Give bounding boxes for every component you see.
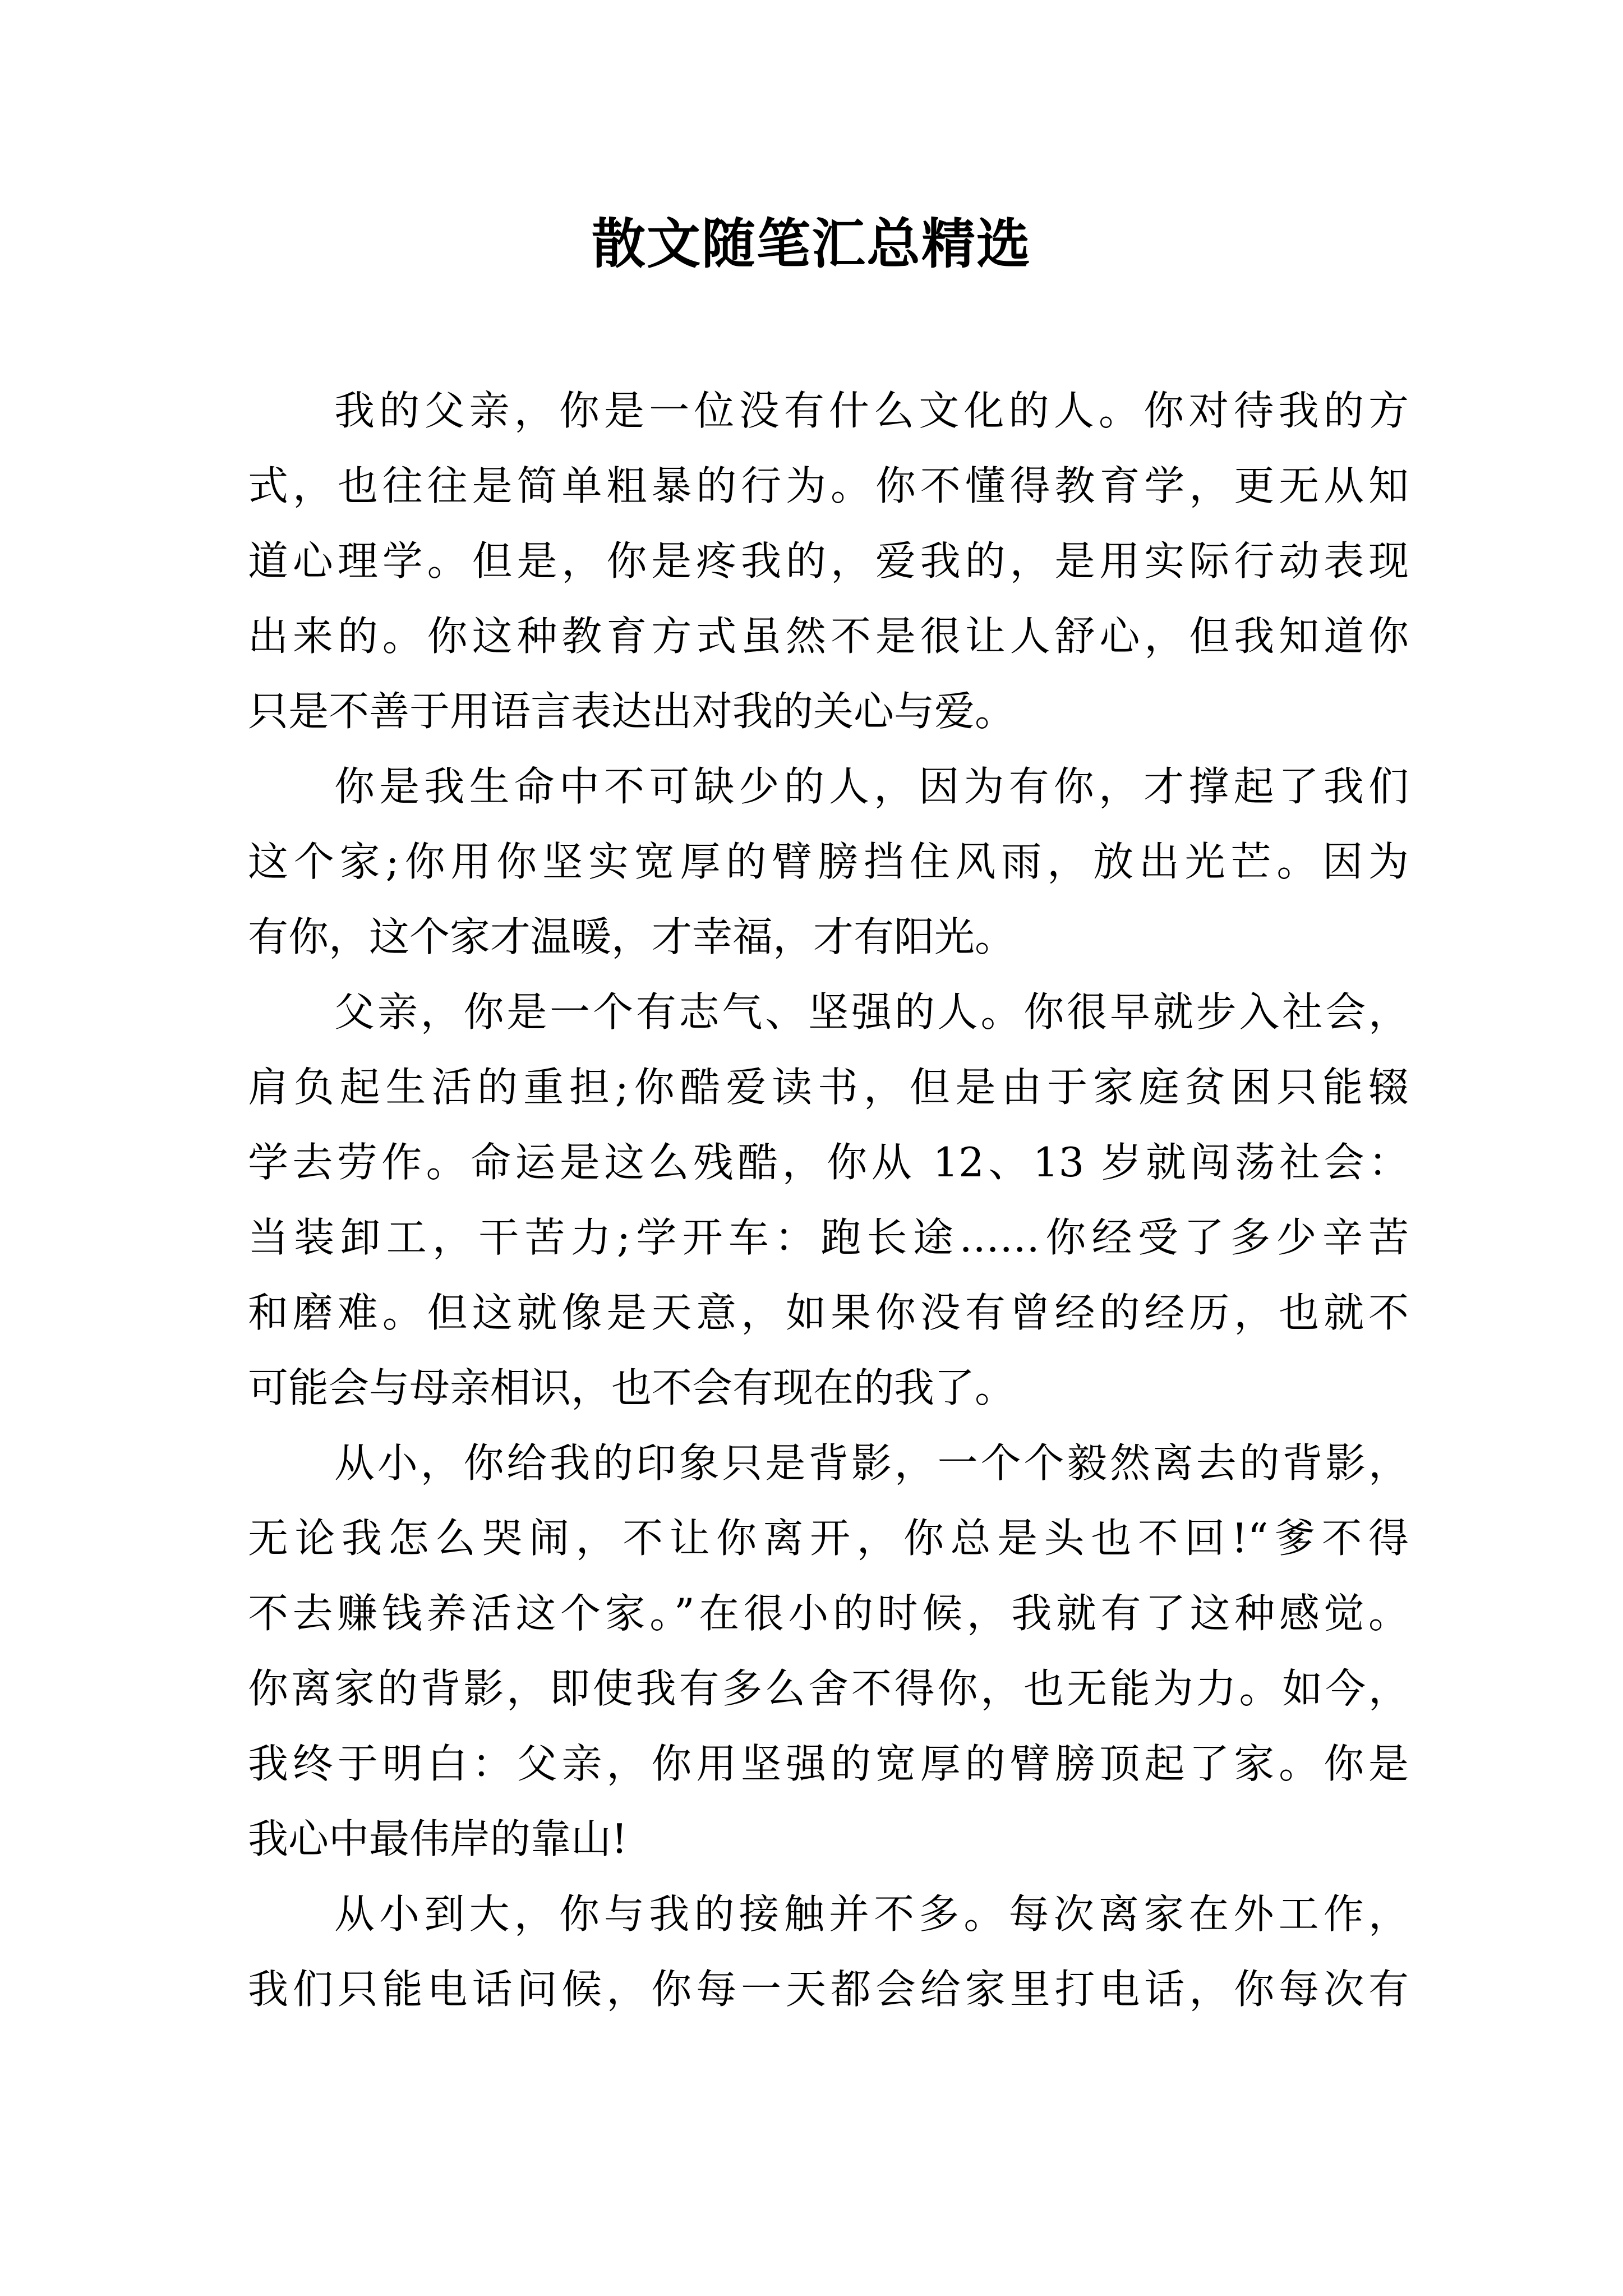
text-line: 我们只能电话问候，你每一天都会给家里打电话，你每次有 [248, 1966, 1409, 2013]
text-line: 和磨难。但这就像是天意，如果你没有曾经的经历，也就不 [248, 1289, 1409, 1336]
text-line: 学去劳作。命运是这么残酷，你从 12、13 岁就闯荡社会： [248, 1139, 1409, 1186]
text-line: 父亲，你是一个有志气、坚强的人。你很早就步入社会， [334, 988, 1409, 1036]
text-line: 你离家的背影，即使我有多么舍不得你，也无能为力。如今， [248, 1665, 1409, 1712]
document-title: 散文随笔汇总精选 [592, 212, 1031, 275]
text-line: 出来的。你这种教育方式虽然不是很让人舒心，但我知道你 [248, 613, 1409, 660]
text-line: 从小，你给我的印象只是背影，一个个毅然离去的背影， [334, 1439, 1409, 1487]
text-line: 从小到大，你与我的接触并不多。每次离家在外工作， [334, 1890, 1409, 1938]
text-line: 道心理学。但是，你是疼我的，爱我的，是用实际行动表现 [248, 537, 1409, 585]
text-line: 可能会与母亲相识，也不会有现在的我了。 [248, 1364, 1016, 1411]
text-line: 只是不善于用语言表达出对我的关心与爱。 [248, 688, 1016, 735]
text-line: 有你，这个家才温暖，才幸福，才有阳光。 [248, 913, 1016, 960]
text-line: 肩负起生活的重担;你酷爱读书，但是由于家庭贫困只能辍 [248, 1064, 1409, 1111]
text-line: 当装卸工，干苦力;学开车：跑长途……你经受了多少辛苦 [248, 1214, 1409, 1261]
text-line: 式，也往往是简单粗暴的行为。你不懂得教育学，更无从知 [248, 462, 1409, 509]
document-body [248, 373, 1409, 2027]
text-line: 你是我生命中不可缺少的人，因为有你，才撑起了我们 [334, 763, 1409, 810]
text-line: 不去赚钱养活这个家。”在很小的时候，我就有了这种感觉。 [248, 1590, 1409, 1637]
text-line: 这个家;你用你坚实宽厚的臂膀挡住风雨，放出光芒。因为 [248, 838, 1409, 885]
text-line: 我的父亲，你是一位没有什么文化的人。你对待我的方 [334, 387, 1409, 434]
text-line: 我心中最伟岸的靠山! [248, 1815, 628, 1862]
text-line: 无论我怎么哭闹，不让你离开，你总是头也不回!“爹不得 [248, 1515, 1409, 1562]
text-line: 我终于明白：父亲，你用坚强的宽厚的臂膀顶起了家。你是 [248, 1740, 1409, 1787]
